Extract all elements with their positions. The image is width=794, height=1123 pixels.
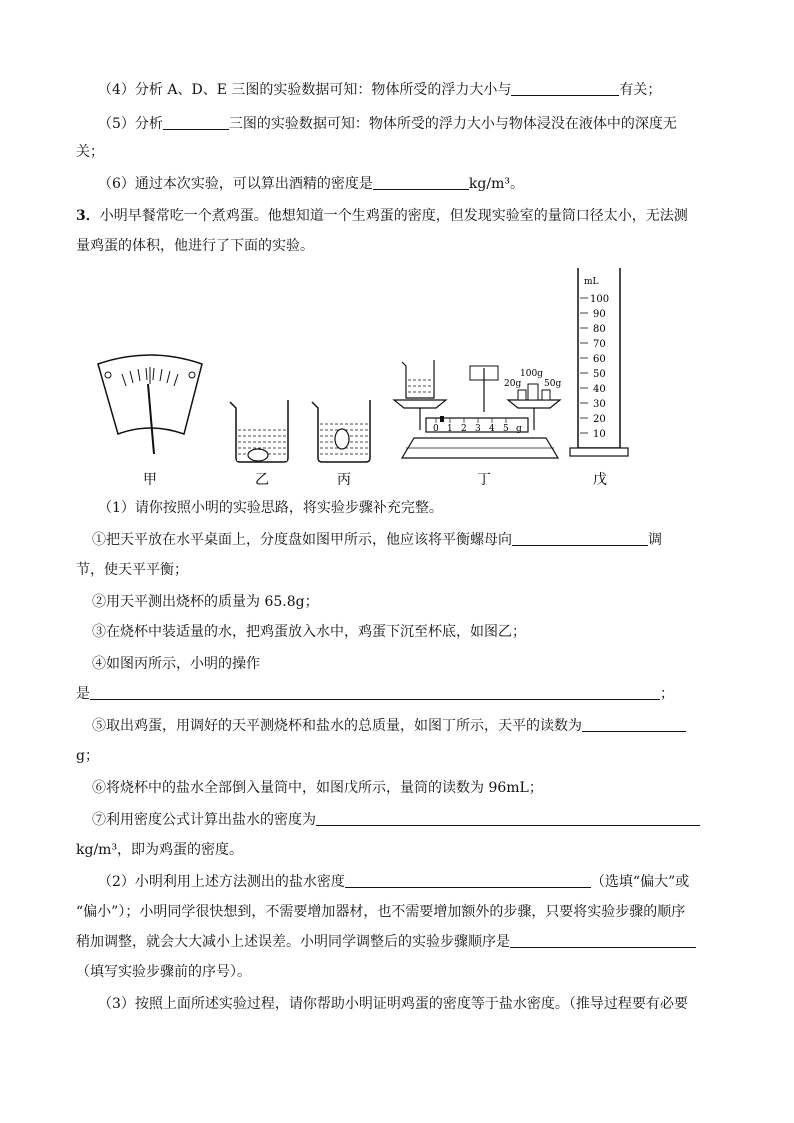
part-2-answer-blank[interactable] <box>345 872 591 888</box>
step-4-line: ④如图丙所示，小明的操作 <box>92 656 260 672</box>
step-6-line: ⑥将烧杯中的盐水全部倒入量筒中，如图戊所示，量筒的读数为 96mL； <box>92 780 543 796</box>
question-5-line <box>98 114 677 134</box>
step-5-line-2: g； <box>76 748 99 764</box>
cyl-tick-70: 70 <box>593 339 606 350</box>
scale-tick-1: 1 <box>447 424 453 434</box>
step-7-line-2: kg/m³，即为鸡蛋的密度。 <box>76 842 244 858</box>
cyl-tick-40: 40 <box>593 384 606 395</box>
weight-50g: 50g <box>544 379 562 389</box>
q4-text-end: 有关； <box>619 82 662 98</box>
step-1-line-2: 节，使天平平衡； <box>76 562 188 578</box>
step-7-text: ⑦利用密度公式计算出盐水的密度为 <box>92 812 316 828</box>
q6-answer-blank[interactable] <box>373 174 469 190</box>
caption-wu: 戊 <box>593 472 607 488</box>
cyl-tick-90: 90 <box>593 309 606 320</box>
cylinder-unit: mL <box>584 277 599 287</box>
cyl-tick-80: 80 <box>593 324 606 335</box>
part-1-prompt: （1）请你按照小明的实验思路，将实验步骤补充完整。 <box>98 500 443 516</box>
question-5-line-2: 关； <box>76 144 104 160</box>
beaker-yi <box>230 400 288 462</box>
part-2-line <box>98 872 689 892</box>
part-2-choice: （选填“偏大”或 <box>590 874 690 890</box>
cyl-tick-30: 30 <box>593 399 606 410</box>
q6-text: （6）通过本次实验，可以算出酒精的密度是 <box>98 176 373 192</box>
step-1-text-end: 调 <box>648 532 662 548</box>
step-1-answer-blank[interactable] <box>512 530 648 546</box>
cyl-tick-10: 10 <box>593 429 606 440</box>
step-2-line: ②用天平测出烧杯的质量为 65.8g； <box>92 594 319 610</box>
q4-answer-blank[interactable] <box>511 80 619 96</box>
weight-100g: 100g <box>520 369 543 379</box>
problem-3-intro-2: 量鸡蛋的体积，他进行了下面的实验。 <box>76 238 314 254</box>
experiment-figure <box>90 262 650 492</box>
step-5-text: ⑤取出鸡蛋，用调好的天平测烧杯和盐水的总质量，如图丁所示，天平的读数为 <box>92 718 582 734</box>
step-4-line-2 <box>76 684 674 704</box>
weight-20g: 20g <box>504 379 522 389</box>
part-2-line-4: （填写实验步骤前的序号）。 <box>76 964 251 980</box>
scale-tick-4: 4 <box>489 424 495 434</box>
step-4-answer-blank[interactable] <box>90 684 660 700</box>
problem-3-intro <box>76 206 688 226</box>
step-4-text: 是 <box>76 686 90 702</box>
caption-bing: 丙 <box>337 472 351 488</box>
part-2-line-3 <box>76 932 696 952</box>
scale-tick-g: g <box>516 424 522 434</box>
caption-ding: 丁 <box>477 472 491 488</box>
scale-tick-5: 5 <box>503 424 509 434</box>
step-1-text: ①把天平放在水平桌面上，分度盘如图甲所示，他应该将平衡螺母向 <box>92 532 512 548</box>
scale-tick-2: 2 <box>461 424 467 434</box>
step-5-line <box>92 716 686 736</box>
question-6-line <box>98 174 524 194</box>
problem-3-text: 小明早餐常吃一个煮鸡蛋。他想知道一个生鸡蛋的密度，但发现实验室的量筒口径太小，无法测 <box>99 208 688 224</box>
balance-dial-diagram <box>98 355 202 454</box>
cyl-tick-20: 20 <box>593 414 606 425</box>
part-2-text: （2）小明利用上述方法测出的盐水密度 <box>98 874 345 890</box>
balance-ding <box>394 360 561 458</box>
part-2-line-2: “偏小”）；小明同学很快想到，不需要增加器材，也不需要增加额外的步骤，只要将实验步骤的顺序 <box>76 904 686 920</box>
beaker-bing <box>312 400 370 462</box>
scale-tick-0: 0 <box>433 424 439 434</box>
step-1-line <box>92 530 662 550</box>
step-4-text-end: ； <box>660 686 674 702</box>
graduated-cylinder <box>570 268 628 456</box>
scale-tick-3: 3 <box>475 424 481 434</box>
q6-unit: kg/m³。 <box>468 176 524 192</box>
question-4-line <box>98 80 661 100</box>
cyl-tick-50: 50 <box>593 369 606 380</box>
q5-text-rest: 三图的实验数据可知：物体所受的浮力大小与物体浸没在液体中的深度无 <box>228 116 677 132</box>
part-2-order-text: 稍加调整，就会大大减小上述误差。小明同学调整后的实验步骤顺序是 <box>76 934 510 950</box>
cyl-tick-60: 60 <box>593 354 606 365</box>
step-7-line <box>92 810 700 830</box>
step-5-answer-blank[interactable] <box>582 716 686 732</box>
problem-3-number: 3． <box>76 208 100 224</box>
caption-jia: 甲 <box>143 472 157 488</box>
part-2-order-blank[interactable] <box>510 932 696 948</box>
step-7-answer-blank[interactable] <box>316 810 700 826</box>
caption-yi: 乙 <box>255 472 269 488</box>
q5-answer-blank[interactable] <box>163 114 229 130</box>
q5-text: （5）分析 <box>98 116 163 132</box>
part-3-line: （3）按照上面所述实验过程，请你帮助小明证明鸡蛋的密度等于盐水密度。（推导过程要有必要 <box>98 996 688 1012</box>
q4-text: （4）分析 A、D、E 三图的实验数据可知：物体所受的浮力大小与 <box>98 82 512 98</box>
step-3-line: ③在烧杯中装适量的水，把鸡蛋放入水中，鸡蛋下沉至杯底，如图乙； <box>92 624 526 640</box>
cyl-tick-100: 100 <box>590 294 610 305</box>
